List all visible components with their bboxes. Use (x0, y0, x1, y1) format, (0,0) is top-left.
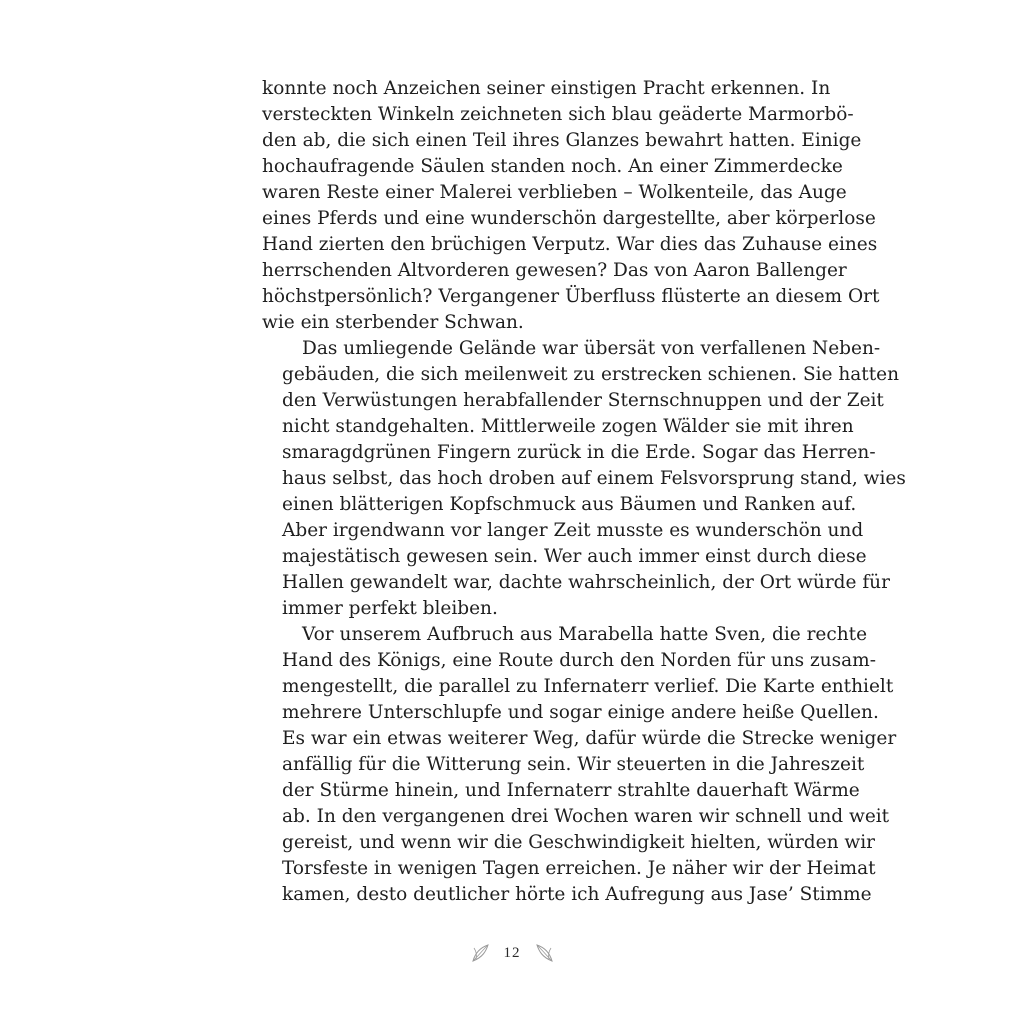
text-line: gebäuden, die sich meilenweit zu erstrecken schienen. Sie hatten (282, 364, 900, 385)
text-line: Vor unserem Aufbruch aus Marabella hatte Sven, die rechte (302, 624, 868, 645)
text-line: einen blätterigen Kopfschmuck aus Bäumen und Ranken auf. (282, 494, 857, 515)
text-line: Hand zierten den brüchigen Verputz. War dies das Zuhause eines (262, 234, 878, 255)
text-line: versteckten Winkeln zeichneten sich blau geäderte Marmorbö- (262, 104, 854, 125)
text-line: den Verwüstungen herabfallender Sternschnuppen und der Zeit (282, 390, 884, 411)
text-line: ab. In den vergangenen drei Wochen waren wir schnell und weit (282, 806, 890, 827)
text-line: mehrere Unterschlupfe und sogar einige andere heiße Quellen. (282, 702, 879, 723)
text-line: kamen, desto deutlicher hörte ich Aufregung aus Jase’ Stimme (282, 884, 872, 905)
text-line: Aber irgendwann vor langer Zeit musste es wunderschön und (282, 520, 864, 541)
text-line: haus selbst, das hoch droben auf einem Felsvorsprung stand, wies (282, 468, 906, 489)
paragraph-1 (262, 76, 880, 336)
text-line: nicht standgehalten. Mittlerweile zogen Wälder sie mit ihren (282, 416, 854, 437)
leaf-ornament-icon (533, 942, 555, 964)
text-line: herrschenden Altvorderen gewesen? Das von Aaron Ballenger (262, 260, 847, 281)
text-line: waren Reste einer Malerei verblieben – Wolkenteile, das Auge (262, 182, 847, 203)
body-text (262, 76, 906, 908)
paragraph-2 (262, 336, 906, 622)
text-line: der Stürme hinein, und Infernaterr strahlte dauerhaft Wärme (282, 780, 860, 801)
text-line: gereist, und wenn wir die Geschwindigkeit hielten, würden wir (282, 832, 875, 853)
page-footer (0, 938, 1024, 968)
text-line: den ab, die sich einen Teil ihres Glanzes bewahrt hatten. Einige (262, 130, 862, 151)
text-line: konnte noch Anzeichen seiner einstigen Pracht erkennen. In (262, 78, 831, 99)
text-line: mengestellt, die parallel zu Infernaterr verlief. Die Karte enthielt (282, 676, 894, 697)
text-line: hochaufragende Säulen standen noch. An einer Zimmerdecke (262, 156, 843, 177)
text-line: Hallen gewandelt war, dachte wahrscheinlich, der Ort würde für (282, 572, 890, 593)
text-line: immer perfekt bleiben. (282, 598, 498, 619)
text-line: Das umliegende Gelände war übersät von verfallenen Neben- (302, 338, 881, 359)
text-line: smaragdgrünen Fingern zurück in die Erde. Sogar das Herren- (282, 442, 876, 463)
paragraph-3 (262, 622, 897, 908)
text-line: eines Pferds und eine wunderschön dargestellte, aber körperlose (262, 208, 876, 229)
text-line: höchstpersönlich? Vergangener Überfluss flüsterte an diesem Ort (262, 286, 880, 307)
text-line: wie ein sterbender Schwan. (262, 312, 524, 333)
text-line: anfällig für die Witterung sein. Wir steuerten in die Jahreszeit (282, 754, 865, 775)
page-number: 12 (503, 944, 521, 961)
text-line: Es war ein etwas weiterer Weg, dafür würde die Strecke weniger (282, 728, 897, 749)
leaf-ornament-icon (470, 942, 492, 964)
text-line: majestätisch gewesen sein. Wer auch immer einst durch diese (282, 546, 867, 567)
text-line: Hand des Königs, eine Route durch den Norden für uns zusam- (282, 650, 876, 671)
text-line: Torsfeste in wenigen Tagen erreichen. Je näher wir der Heimat (282, 858, 876, 879)
